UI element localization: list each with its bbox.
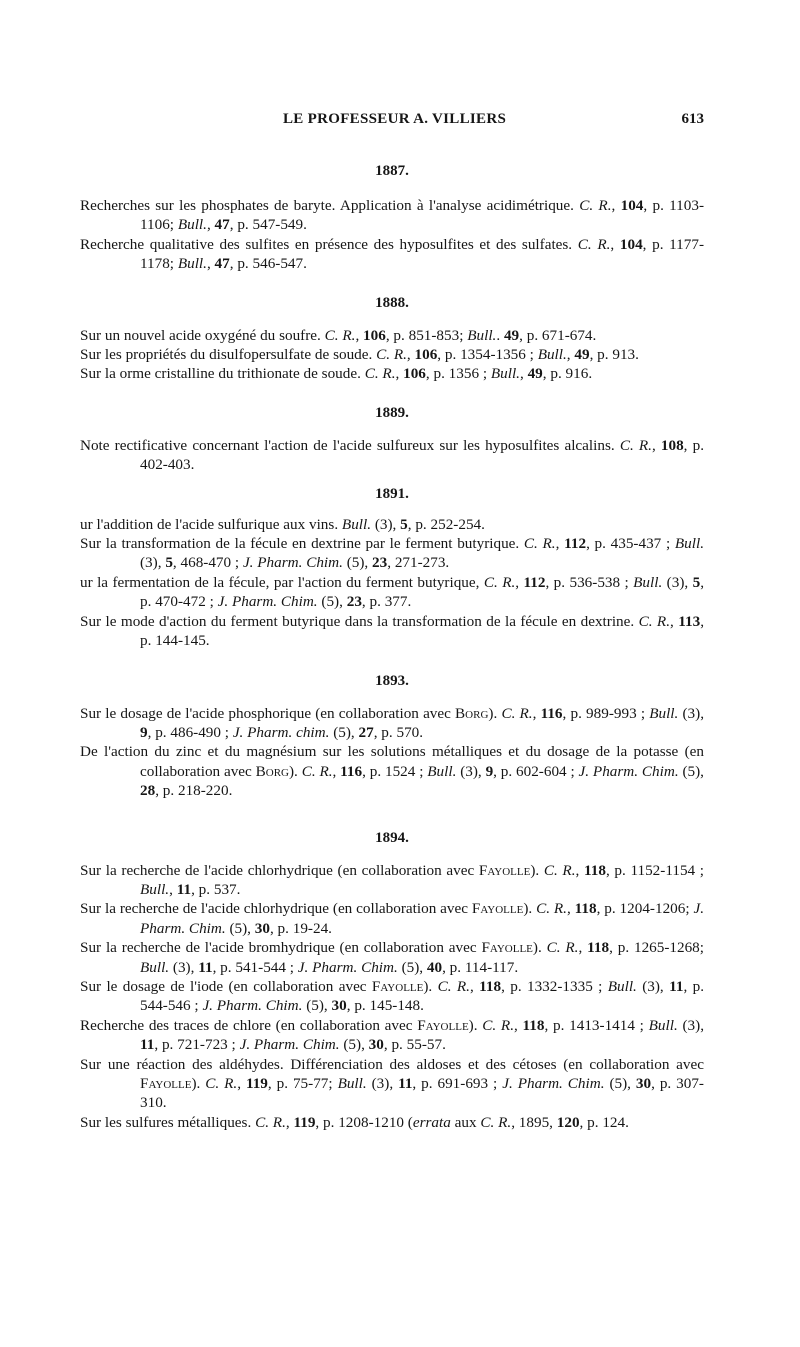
entry-text-segment: , p. 1204-1206;	[596, 900, 694, 918]
entry-text-segment: ,	[575, 861, 584, 879]
entry-text-segment: Bull.	[674, 535, 704, 553]
entry-text-segment: J. Pharm. Chim.	[578, 762, 679, 780]
entry-text-segment: 30	[254, 919, 270, 937]
entry-text-segment: , 1895,	[511, 1113, 557, 1131]
entry-text-segment: 106	[414, 346, 438, 364]
entry-text-segment: ,	[651, 436, 661, 454]
entry-text-segment: De l'action du zinc et du magnésium sur les solutions métalliques et du dosage de la potasse (en collaboration avec	[80, 743, 704, 780]
entry-text-segment: 9	[485, 762, 494, 780]
entry-text-segment: ,	[406, 346, 415, 364]
entry-text-segment: , p. 377.	[361, 593, 412, 611]
entry-text-segment: 47	[214, 216, 230, 234]
entry-text-segment: , p. 1265-1268;	[609, 939, 704, 957]
entry-text-segment: C. R.	[546, 939, 579, 957]
entry-text-segment: Bull.	[140, 880, 170, 898]
entry-text-segment: ,	[670, 612, 679, 630]
entry-text-segment: , p. 486-490 ;	[147, 723, 233, 741]
entry-text-segment: (5),	[342, 554, 373, 572]
entry-text-segment: , p. 75-77;	[267, 1075, 338, 1092]
year-heading: 1893.	[375, 672, 409, 689]
entry-text-segment: C. R.	[364, 365, 396, 383]
bibliography-entry	[80, 1055, 704, 1113]
entry-text-segment: 119	[293, 1113, 316, 1131]
entry-text-segment: (5),	[225, 919, 255, 937]
bibliography-entry	[80, 938, 704, 977]
entry-text-segment: (5),	[329, 723, 359, 741]
entry-text-segment: , 271-273.	[387, 554, 450, 572]
entry-text-segment: Recherche qualitative des sulfites en présence des hyposulfites et des sulfates.	[80, 235, 578, 253]
entry-text-segment: 104	[620, 197, 644, 214]
entry-text-segment: Sur la recherche de l'acide chlorhydrique (en collaboration avec	[80, 900, 472, 918]
entry-text-segment: aux	[450, 1113, 481, 1131]
entry-text-segment: (3),	[677, 1016, 704, 1034]
entry-text-segment: 119	[245, 1075, 268, 1092]
entry-text-segment: Sur la recherche de l'acide chlorhydrique (en collaboration avec	[80, 861, 479, 879]
entry-list	[80, 704, 704, 801]
entry-text-segment: 104	[619, 235, 643, 253]
entry-text-segment: 5	[400, 515, 408, 533]
entry-text-segment: J. Pharm. Chim.	[502, 1075, 605, 1092]
entry-text-segment: C. R.	[536, 900, 567, 918]
entry-text-segment: , p. 1413-1414 ;	[544, 1016, 649, 1034]
bibliography-entry	[80, 977, 704, 1016]
entry-text-segment: 11	[176, 880, 192, 898]
entry-text-segment: , p. 19-24.	[269, 919, 332, 937]
bibliography-entry	[80, 515, 704, 534]
entry-text-segment: (5),	[397, 958, 427, 976]
entry-text-segment: , p. 602-604 ;	[493, 762, 579, 780]
entry-text-segment: Borg	[455, 704, 489, 722]
entry-text-segment: C. R.	[483, 573, 516, 591]
entry-text-segment: , p. 671-674.	[519, 326, 597, 344]
entry-text-segment: 116	[540, 704, 563, 722]
entry-text-segment: 118	[583, 861, 606, 879]
entry-list	[80, 326, 704, 384]
entry-text-segment: (3),	[366, 1075, 399, 1092]
entry-text-segment: , p. 1103-1106;	[140, 197, 705, 234]
entry-text-segment: C. R.	[255, 1113, 286, 1131]
entry-text-segment: ,	[169, 880, 177, 898]
running-head	[80, 111, 704, 133]
bibliography-entry	[80, 573, 704, 612]
entry-text-segment: J. Pharm. Chim.	[239, 1036, 340, 1054]
entry-text-segment: C. R.	[301, 762, 333, 780]
entry-text-segment: 106	[363, 326, 386, 344]
entry-text-segment: J. Pharm. Chim.	[242, 554, 343, 572]
entry-text-segment: Sur la recherche de l'acide bromhydrique (en collaboration avec	[80, 939, 482, 957]
entry-text-segment: C. R.	[376, 346, 407, 364]
entry-text-segment: , p. 435-437 ;	[586, 535, 675, 553]
entry-text-segment: 27	[358, 723, 374, 741]
entry-text-segment: Bull.	[648, 1016, 678, 1034]
entry-text-segment: ,	[469, 977, 480, 995]
entry-text-segment: 40	[426, 958, 443, 976]
bibliography-entry	[80, 534, 704, 573]
entry-text-segment: Sur une réaction des aldéhydes. Différenciation des aldoses et des cétoses (en collaboration avec	[80, 1055, 704, 1073]
entry-text-segment: J. Pharm. Chim.	[297, 958, 398, 976]
entry-text-segment: ,	[566, 900, 575, 918]
entry-text-segment: , p. 402-403.	[140, 436, 704, 474]
entry-text-segment: ).	[523, 900, 537, 918]
entry-text-segment: 28	[140, 782, 156, 800]
entry-text-segment: Sur le mode d'action du ferment butyrique dans la transformation de la fécule en dextrine.	[80, 612, 639, 630]
bibliography-entry	[80, 235, 704, 274]
entry-text-segment: (5),	[302, 997, 332, 1015]
entry-text-segment: Sur les sulfures métalliques.	[80, 1113, 256, 1131]
entry-text-segment: , p. 124.	[579, 1113, 629, 1131]
entry-text-segment: Bull.	[427, 762, 457, 780]
entry-text-segment: (3),	[456, 762, 486, 780]
entry-text-segment: 11	[140, 1036, 155, 1054]
entry-text-segment: C. R.	[482, 1016, 514, 1034]
entry-text-segment: C. R.	[579, 197, 612, 214]
entry-text-segment: ,	[237, 1075, 246, 1092]
entry-text-segment: 118	[574, 900, 597, 918]
entry-text-segment: 11	[198, 958, 213, 976]
bibliography-entry	[80, 436, 704, 475]
entry-text-segment: .	[496, 326, 504, 344]
entry-text-segment: C. R.	[480, 1113, 512, 1131]
entry-text-segment: (5),	[339, 1036, 369, 1054]
entry-text-segment: (3),	[371, 515, 401, 533]
entry-text-segment: ).	[488, 704, 502, 722]
entry-text-segment: Sur la transformation de la fécule en dextrine par le ferment butyrique.	[80, 535, 524, 553]
entry-text-segment: Bull.	[337, 1075, 367, 1092]
entry-text-segment: Fayolle	[478, 861, 531, 879]
entry-text-segment: 108	[660, 436, 684, 454]
entry-text-segment: ,	[355, 326, 364, 344]
entry-text-segment: , p. 114-117.	[442, 958, 519, 976]
entry-text-segment: 23	[346, 593, 362, 611]
entry-text-segment: , p. 144-145.	[140, 612, 704, 650]
entry-text-segment: 113	[678, 612, 701, 630]
bibliography-entry	[80, 861, 704, 900]
year-heading: 1887.	[375, 163, 409, 179]
entry-text-segment: C. R.	[501, 704, 533, 722]
entry-text-segment: ,	[519, 365, 528, 383]
entry-text-segment: Recherche des traces de chlore (en collaboration avec	[80, 1016, 418, 1034]
bibliography-entry	[80, 326, 704, 345]
entry-text-segment: 11	[669, 977, 684, 995]
entry-text-segment: Bull.	[490, 365, 520, 383]
entry-text-segment: 118	[587, 939, 610, 957]
entry-text-segment: (5),	[678, 762, 704, 780]
bibliography-entry	[80, 612, 704, 651]
entry-text-segment: 112	[564, 535, 587, 553]
entry-text-segment: 118	[522, 1016, 545, 1034]
entry-text-segment: Fayolle	[471, 900, 524, 918]
entry-text-segment: Note rectificative concernant l'action de l'acide sulfureux sur les hyposulfites alcalins.	[80, 436, 620, 454]
bibliography-entry	[80, 1113, 704, 1132]
entry-text-segment: Borg	[255, 762, 289, 780]
entry-text-segment: C. R.	[324, 326, 356, 344]
entry-text-segment: Bull.	[177, 255, 207, 273]
entry-text-segment: C. R.	[523, 535, 556, 553]
page-number: 613	[681, 111, 704, 127]
entry-list	[80, 436, 704, 475]
entry-text-segment: (3),	[636, 977, 670, 995]
bibliography-entry	[80, 899, 704, 938]
entry-text-segment: Bull.	[467, 326, 497, 344]
entry-text-segment: 49	[527, 365, 543, 383]
entry-text-segment: , p. 913.	[589, 346, 639, 364]
entry-text-segment: , p. 1152-1154 ;	[605, 861, 705, 879]
entry-text-segment: Sur un nouvel acide oxygéné du soufre.	[80, 326, 325, 344]
entry-text-segment: errata	[412, 1113, 451, 1131]
entry-text-segment: Fayolle	[140, 1075, 192, 1092]
entry-text-segment: , p. 544-546 ;	[140, 977, 705, 1015]
year-heading: 1888.	[375, 294, 409, 311]
year-heading: 1891.	[375, 485, 409, 502]
entry-text-segment: , p. 546-547.	[229, 255, 307, 273]
entry-text-segment: C. R.	[577, 235, 611, 253]
entry-text-segment: ,	[514, 1016, 523, 1034]
entry-text-segment: Bull.	[177, 216, 207, 234]
entry-text-segment: ur la fermentation de la fécule, par l'action du ferment butyrique,	[80, 573, 484, 591]
running-title: LE PROFESSEUR A. VILLIERS	[283, 111, 507, 127]
bibliography-entry	[80, 345, 704, 364]
entry-text-segment: Fayolle	[371, 977, 424, 995]
entry-text-segment: Recherches sur les phosphates de baryte. Application à l'analyse acidimétrique.	[80, 197, 580, 214]
entry-text-segment: ,	[285, 1113, 294, 1131]
entry-text-segment: , p. 1208-1210 (	[315, 1113, 413, 1131]
entry-text-segment: Sur les propriétés du disulfopersulfate de soude.	[80, 346, 377, 364]
entry-text-segment: C. R.	[437, 977, 470, 995]
entry-text-segment: 118	[479, 977, 502, 995]
entry-text-segment: (3),	[169, 958, 199, 976]
entry-text-segment: C. R.	[543, 861, 576, 879]
entry-text-segment: 116	[340, 762, 363, 780]
entry-text-segment: 5	[692, 573, 701, 591]
entry-text-segment: (5),	[604, 1075, 636, 1092]
entry-text-segment: 106	[403, 365, 426, 383]
entry-text-segment: 11	[398, 1075, 413, 1092]
entry-text-segment: 23	[372, 554, 388, 572]
entry-text-segment: , p. 145-148.	[346, 997, 424, 1015]
entry-text-segment: Fayolle	[417, 1016, 469, 1034]
entry-text-segment: , p. 252-254.	[407, 515, 485, 533]
entry-text-segment: Bull.	[607, 977, 637, 995]
entry-text-segment: C. R.	[619, 436, 652, 454]
entry-text-segment: , p. 307-310.	[140, 1075, 704, 1112]
entry-text-segment: Sur le dosage de l'iode (en collaboration avec	[80, 977, 372, 995]
entry-list	[80, 861, 704, 1133]
bibliography-entry	[80, 196, 704, 235]
entry-text-segment: J. Pharm. Chim.	[202, 997, 303, 1015]
entry-text-segment: , p. 537.	[191, 880, 241, 898]
entry-text-segment: C. R.	[638, 612, 671, 630]
entry-text-segment: ,	[332, 762, 341, 780]
entry-text-segment: , p. 1177-1178;	[140, 235, 705, 273]
entry-text-segment: ).	[191, 1075, 206, 1092]
entry-text-segment: , p. 536-538 ;	[545, 573, 634, 591]
entry-text-segment: 30	[368, 1036, 384, 1054]
entry-text-segment: ur l'addition de l'acide sulfurique aux vins.	[80, 515, 342, 533]
entry-text-segment: (5),	[317, 593, 347, 611]
entry-text-segment: ,	[555, 535, 565, 553]
entry-text-segment: , p. 570.	[373, 723, 424, 741]
entry-text-segment: 5	[165, 554, 173, 572]
entry-text-segment: Bull.	[140, 958, 170, 976]
entry-text-segment: ,	[611, 197, 621, 214]
entry-text-segment: Bull.	[633, 573, 663, 591]
entry-text-segment: , p. 1356 ;	[425, 365, 491, 383]
entry-text-segment: ,	[610, 235, 620, 253]
bibliography-entry	[80, 364, 704, 383]
entry-text-segment: ,	[566, 346, 575, 364]
entry-list	[80, 515, 704, 651]
entry-text-segment: , 468-470 ;	[172, 554, 243, 572]
entry-text-segment: ,	[206, 255, 215, 273]
entry-text-segment: J. Pharm. Chim.	[217, 593, 318, 611]
entry-text-segment: , p. 916.	[542, 365, 593, 383]
entry-text-segment: , p. 547-549.	[229, 216, 307, 234]
entry-text-segment: , p. 691-693 ;	[412, 1075, 503, 1092]
entry-text-segment: 112	[523, 573, 546, 591]
entry-text-segment: , p. 1354-1356 ;	[437, 346, 538, 364]
entry-text-segment: ,	[532, 704, 541, 722]
entry-text-segment: Fayolle	[481, 939, 533, 957]
entry-text-segment: 47	[214, 255, 230, 273]
entry-text-segment: , p. 55-57.	[383, 1036, 446, 1054]
entry-text-segment: , p. 1524 ;	[362, 762, 428, 780]
entry-text-segment: 9	[140, 723, 148, 741]
bibliography-entry	[80, 704, 704, 743]
bibliography-entry	[80, 742, 704, 800]
entry-text-segment: 49	[574, 346, 590, 364]
entry-text-segment: Bull.	[649, 704, 679, 722]
bibliography-entry	[80, 1016, 704, 1055]
entry-text-segment: (3),	[140, 554, 166, 572]
entry-text-segment: Sur la orme cristalline du trithionate de soude.	[80, 365, 365, 383]
entry-text-segment: Sur le dosage de l'acide phosphorique (en collaboration avec	[80, 704, 456, 722]
entry-text-segment: Bull.	[341, 515, 372, 533]
entry-text-segment: ).	[423, 977, 438, 995]
entry-text-segment: , p. 470-472 ;	[140, 573, 704, 611]
entry-text-segment: 49	[503, 326, 520, 344]
entry-text-segment: , p. 218-220.	[155, 782, 233, 800]
year-heading: 1889.	[375, 404, 409, 421]
entry-text-segment: ,	[515, 573, 524, 591]
entry-text-segment: Bull.	[537, 346, 567, 364]
entry-text-segment: ).	[468, 1016, 483, 1034]
entry-text-segment: 120	[556, 1113, 580, 1131]
entry-text-segment: , p. 851-853;	[385, 326, 468, 344]
entry-text-segment: 30	[331, 997, 347, 1015]
year-heading: 1894.	[375, 829, 409, 846]
entry-text-segment: J. Pharm. Chim.	[140, 900, 705, 937]
entry-text-segment: , p. 721-723 ;	[154, 1036, 240, 1054]
entry-text-segment: ).	[532, 939, 547, 957]
entry-text-segment: C. R.	[205, 1075, 238, 1092]
entry-text-segment: , p. 1332-1335 ;	[501, 977, 608, 995]
entry-list	[80, 196, 704, 274]
entry-text-segment: ).	[288, 762, 302, 780]
bibliography-list	[80, 160, 704, 1132]
entry-text-segment: (3),	[662, 573, 693, 591]
entry-text-segment: ,	[206, 216, 215, 234]
entry-text-segment: ,	[578, 939, 588, 957]
entry-text-segment: , p. 989-993 ;	[562, 704, 650, 722]
entry-text-segment: ).	[530, 861, 544, 879]
entry-text-segment: (3),	[678, 704, 704, 722]
entry-text-segment: ,	[395, 365, 404, 383]
entry-text-segment: J. Pharm. chim.	[232, 723, 330, 741]
entry-text-segment: , p. 541-544 ;	[212, 958, 298, 976]
entry-text-segment: 30	[635, 1075, 652, 1092]
